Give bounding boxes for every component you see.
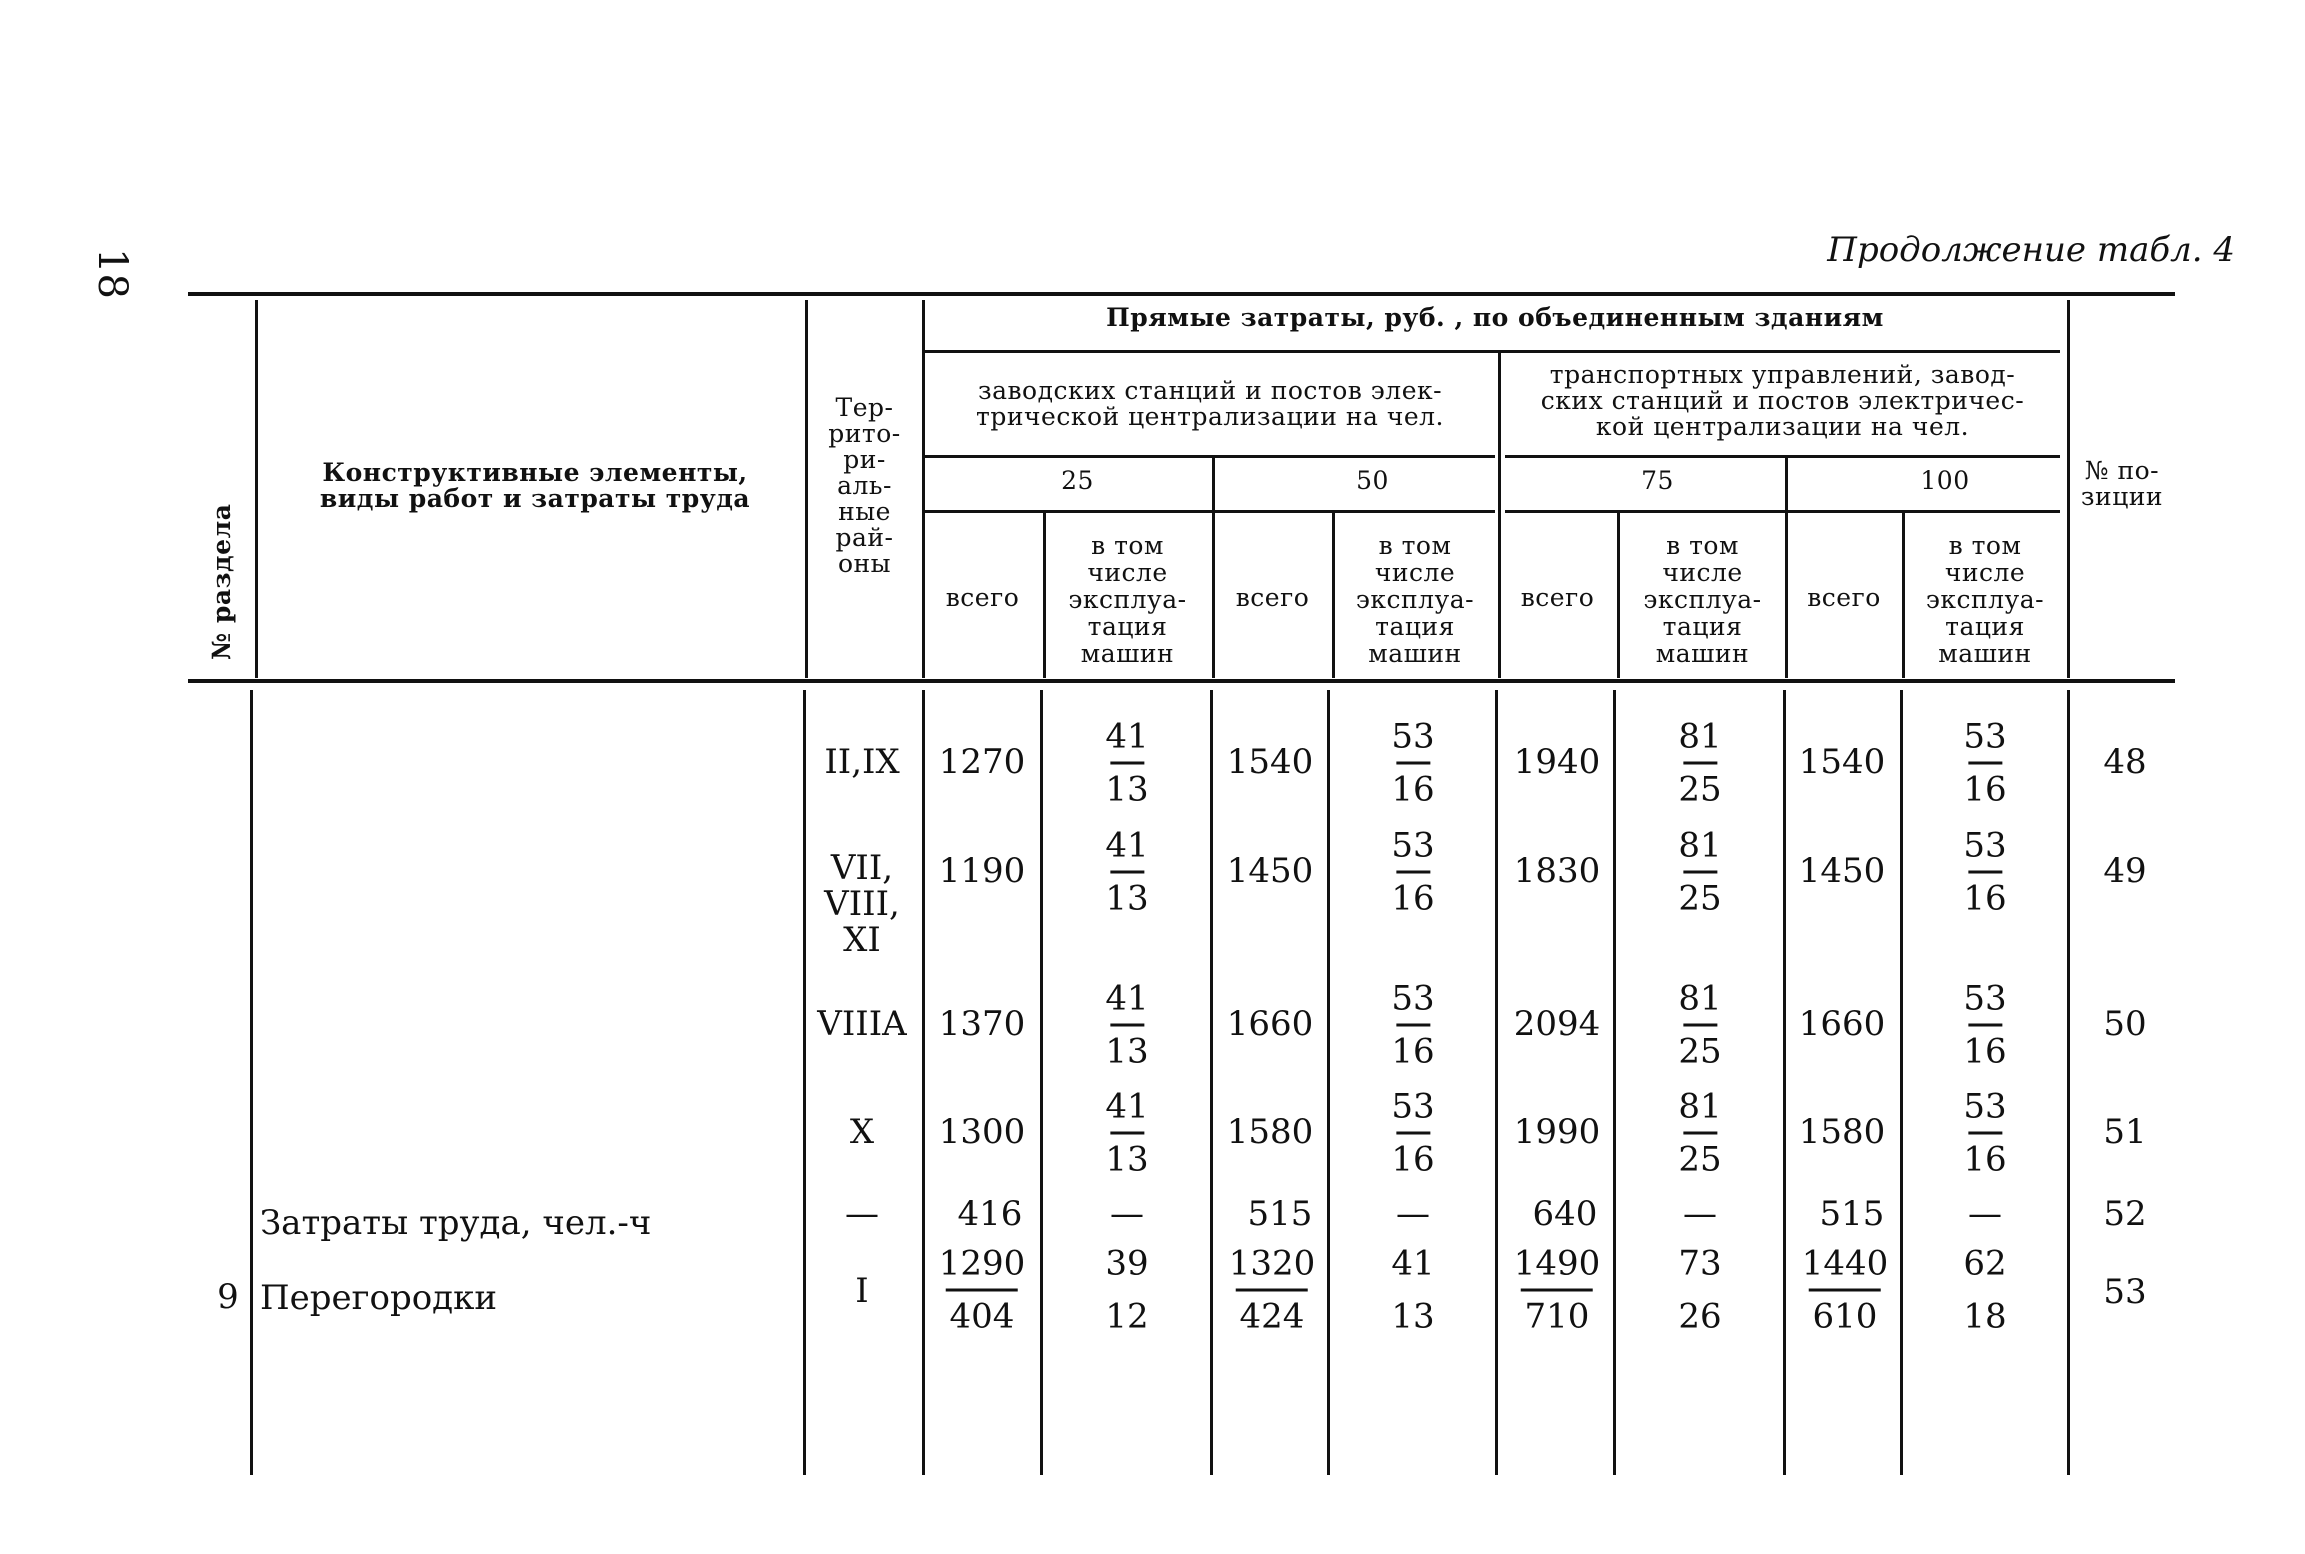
row-49-machines-75: 81 25	[1678, 825, 1722, 919]
row-48-position: 48	[2103, 742, 2147, 783]
v-body-c5	[1613, 690, 1616, 1475]
row-50-total-75: 2094	[1513, 1004, 1601, 1045]
v-body-c3	[1327, 690, 1330, 1475]
v-body-c2	[1210, 690, 1213, 1475]
header-bottom-rule	[188, 679, 2175, 683]
header-territory: Тер- рито- ри- аль- ные рай- оны	[828, 393, 901, 578]
header-people-100: 100	[1920, 466, 1970, 495]
row-49-machines-50: 53 16	[1391, 825, 1435, 919]
row-52-total-50: 515	[1247, 1194, 1313, 1235]
v-sep-c2	[1212, 458, 1215, 678]
row-51-position: 51	[2103, 1112, 2147, 1153]
row-53-territory: I	[855, 1271, 869, 1312]
row-51-territory: X	[849, 1112, 875, 1153]
row-48-total-75: 1940	[1513, 742, 1601, 783]
row-48-machines-25: 41 13	[1105, 716, 1149, 810]
row-51-total-100: 1580	[1798, 1112, 1886, 1153]
v-body-c1	[1040, 690, 1043, 1475]
v-sep-territory	[922, 300, 925, 678]
row-51-total-75: 1990	[1513, 1112, 1601, 1153]
header-total-3: всего	[1520, 583, 1595, 612]
row-52-total-25: 416	[957, 1194, 1023, 1235]
row-50-machines-75: 81 25	[1678, 978, 1722, 1072]
row-51-machines-100: 53 16	[1963, 1086, 2007, 1180]
row-50-territory: VIIIA	[817, 1004, 907, 1045]
row-51-machines-75: 81 25	[1678, 1086, 1722, 1180]
row-53-total-25: 1290 404	[938, 1243, 1026, 1337]
row-50-total-100: 1660	[1798, 1004, 1886, 1045]
row-51-total-25: 1300	[938, 1112, 1026, 1153]
row-50-total-50: 1660	[1226, 1004, 1314, 1045]
header-total-2: всего	[1235, 583, 1310, 612]
v-body-section	[250, 690, 253, 1475]
header-group2: транспортных управлений, завод- ских станций и постов электричес- кой централизации на чел.	[1540, 360, 2025, 441]
direct-costs-underline	[925, 350, 2060, 353]
row-53-position: 53	[2103, 1272, 2147, 1313]
header-section-no: № раздела	[207, 503, 236, 660]
v-body-territory	[922, 690, 925, 1475]
row-48-territory: II,IX	[824, 742, 900, 783]
row-53-machines-75: 73 26	[1678, 1243, 1722, 1337]
row-50-position: 50	[2103, 1004, 2147, 1045]
table-top-rule	[188, 292, 2175, 296]
group1-underline	[925, 455, 1495, 458]
row-53-total-50: 1320 424	[1228, 1243, 1316, 1337]
row-52-total-75: 640	[1532, 1194, 1598, 1235]
row-53-total-100: 1440 610	[1801, 1243, 1889, 1337]
row-50-total-25: 1370	[938, 1004, 1026, 1045]
page-number: 18	[89, 248, 135, 299]
row-49-territory: VII, VIII, XI	[824, 848, 900, 960]
group2-underline	[1505, 455, 2060, 458]
row-50-machines-25: 41 13	[1105, 978, 1149, 1072]
header-elements: Конструктивные элементы, виды работ и затраты труда	[319, 458, 751, 514]
row-52-total-100: 515	[1819, 1194, 1885, 1235]
row-50-machines-50: 53 16	[1391, 978, 1435, 1072]
row-53-machines-25: 39 12	[1105, 1243, 1149, 1337]
row-49-total-75: 1830	[1513, 851, 1601, 892]
header-position-no: № по- зиции	[2080, 456, 2164, 511]
row-49-machines-25: 41 13	[1105, 825, 1149, 919]
header-group1: заводских станций и постов элек- трической централизации на чел.	[976, 376, 1444, 431]
v-sep-c6	[1785, 458, 1788, 678]
row-48-total-100: 1540	[1798, 742, 1886, 783]
row-48-machines-50: 53 16	[1391, 716, 1435, 810]
row-53-machines-50: 41 13	[1391, 1243, 1435, 1337]
people-underline-1	[925, 510, 1495, 513]
header-people-25: 25	[1061, 466, 1094, 495]
header-people-75: 75	[1641, 466, 1674, 495]
row-53-machines-100: 62 18	[1963, 1243, 2007, 1337]
row-51-machines-50: 53 16	[1391, 1086, 1435, 1180]
header-direct-costs: Прямые затраты, руб. , по объединенным зданиям	[1106, 303, 1884, 332]
row-51-total-50: 1580	[1226, 1112, 1314, 1153]
row-51-machines-25: 41 13	[1105, 1086, 1149, 1180]
row-52-machines-25: —	[1110, 1194, 1144, 1235]
row-52-label: Затраты труда, чел.-ч	[260, 1203, 652, 1243]
row-49-machines-100: 53 16	[1963, 825, 2007, 919]
row-49-total-50: 1450	[1226, 851, 1314, 892]
header-machines-2: в том числе эксплуа- тация машин	[1355, 531, 1475, 668]
table-continuation-caption: Продолжение табл. 4	[1827, 230, 2235, 270]
row-52-position: 52	[2103, 1194, 2147, 1235]
row-48-machines-100: 53 16	[1963, 716, 2007, 810]
header-machines-4: в том числе эксплуа- тация машин	[1925, 531, 2045, 668]
row-49-total-25: 1190	[938, 851, 1026, 892]
header-machines-3: в том числе эксплуа- тация машин	[1643, 531, 1762, 668]
row-52-machines-100: —	[1968, 1194, 2002, 1235]
row-53-total-75: 1490 710	[1513, 1243, 1601, 1337]
v-body-c6	[1783, 690, 1786, 1475]
row-52-territory: —	[845, 1194, 879, 1235]
people-underline-2	[1505, 510, 2060, 513]
header-total-1: всего	[945, 583, 1020, 612]
v-body-c7	[1900, 690, 1903, 1475]
header-total-4: всего	[1807, 583, 1881, 612]
header-people-50: 50	[1356, 466, 1389, 495]
row-53-label: Перегородки	[260, 1278, 498, 1318]
row-48-machines-75: 81 25	[1678, 716, 1722, 810]
row-48-total-25: 1270	[938, 742, 1026, 783]
row-49-position: 49	[2103, 851, 2147, 892]
row-52-machines-50: —	[1396, 1194, 1430, 1235]
row-50-machines-100: 53 16	[1963, 978, 2007, 1072]
row-53-section: 9	[217, 1277, 239, 1318]
v-body-pos	[2067, 690, 2070, 1475]
row-52-machines-75: —	[1683, 1194, 1717, 1235]
v-sep-elements	[805, 300, 808, 678]
v-sep-section	[255, 300, 258, 678]
v-body-c4	[1495, 690, 1498, 1475]
v-sep-pos	[2067, 300, 2070, 678]
header-machines-1: в том числе эксплуа- тация машин	[1068, 531, 1187, 668]
v-body-elements	[803, 690, 806, 1475]
row-49-total-100: 1450	[1798, 851, 1886, 892]
row-48-total-50: 1540	[1226, 742, 1314, 783]
